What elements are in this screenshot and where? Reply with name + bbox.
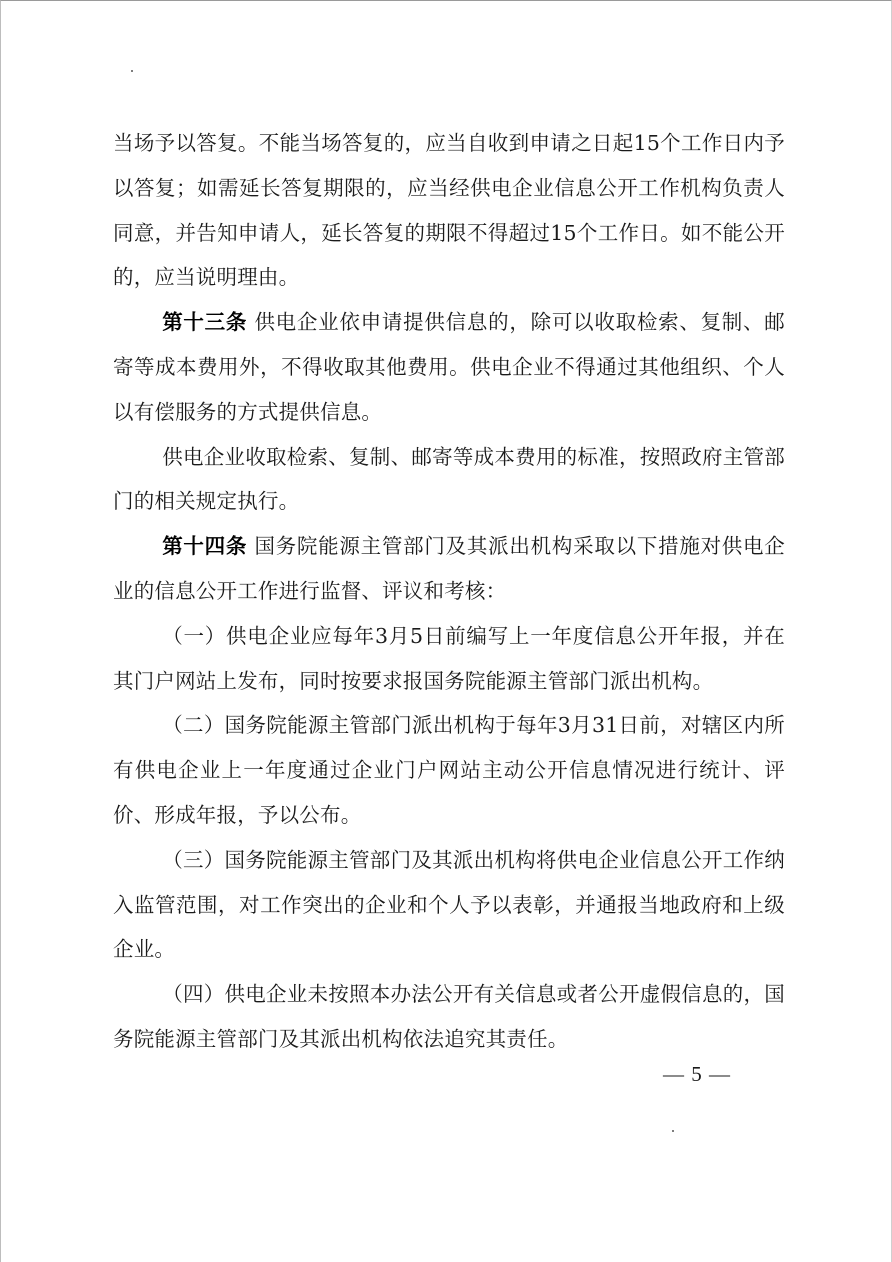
scan-speck: [672, 1130, 674, 1132]
paragraph-text: （三）国务院能源主管部门及其派出机构将供电企业信息公开工作纳入监管范围，对工作突出的企业和个人予以表彰，并通报当地政府和上级企业。: [113, 847, 785, 962]
paragraph-text: 供电企业依申请提供信息的，除可以收取检索、复制、邮寄等成本费用外，不得收取其他费用。供电企业不得通过其他组织、个人以有偿服务的方式提供信息。: [113, 310, 785, 424]
paragraph-text: 当场予以答复。不能当场答复的，应当自收到申请之日起15个工作日内予以答复；如需延长答复期限的，应当经供电企业信息公开工作机构负责人同意，并告知申请人，延长答复的期限不得超过15个工作日。如不能公开的，应当说明理由。: [113, 131, 785, 290]
document-body: [113, 121, 785, 1062]
paragraph-text: （一）供电企业应每年3月5日前编写上一年度信息公开年报，并在其门户网站上发布，同时按要求报国务院能源主管部门派出机构。: [113, 623, 785, 693]
page-number: — 5 —: [663, 1062, 731, 1086]
paragraph-text: （二）国务院能源主管部门派出机构于每年3月31日前，对辖区内所有供电企业上一年度通过企业门户网站主动公开信息情况进行统计、评价、形成年报，予以公布。: [113, 713, 785, 827]
paragraph-item-4: [113, 972, 785, 1062]
paragraph-article-13: [113, 300, 785, 434]
paragraph-fee-standard: [113, 435, 785, 525]
paragraph-continuation: [113, 121, 785, 300]
paragraph-text: （四）供电企业未按照本办法公开有关信息或者公开虚假信息的，国务院能源主管部门及其派出机构依法追究其责任。: [113, 982, 785, 1051]
paragraph-item-3: [113, 838, 785, 972]
article-number: 第十四条: [162, 534, 248, 559]
paragraph-article-14: [113, 524, 785, 614]
scan-speck: [131, 70, 133, 72]
paragraph-item-2: [113, 703, 785, 837]
paragraph-item-1: [113, 614, 785, 704]
paragraph-text: 国务院能源主管部门及其派出机构采取以下措施对供电企业的信息公开工作进行监督、评议和考核：: [113, 534, 785, 603]
article-number: 第十三条: [162, 310, 248, 335]
paragraph-text: 供电企业收取检索、复制、邮寄等成本费用的标准，按照政府主管部门的相关规定执行。: [113, 444, 785, 514]
